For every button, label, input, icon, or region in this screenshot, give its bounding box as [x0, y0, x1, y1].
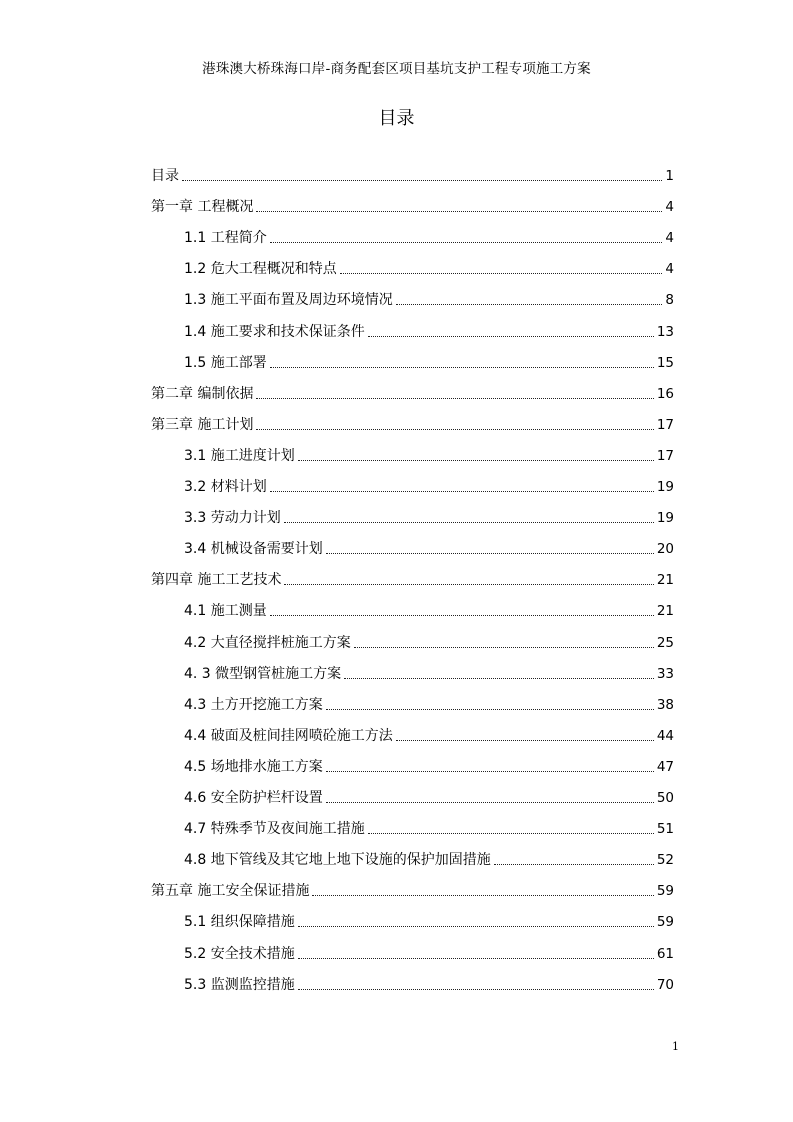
toc-dot-leader: [298, 925, 654, 927]
toc-dot-leader: [344, 677, 654, 679]
toc-entry[interactable]: [184, 693, 674, 715]
toc-entry[interactable]: [184, 786, 674, 808]
toc-entry[interactable]: [184, 662, 674, 684]
toc-dot-leader: [182, 179, 662, 181]
toc-entry[interactable]: [151, 195, 674, 217]
toc-dot-leader: [312, 894, 653, 896]
toc-entry-page-number: 15: [656, 354, 674, 371]
toc-dot-leader: [326, 801, 654, 803]
toc-entry-page-number: 33: [656, 665, 674, 682]
toc-dot-leader: [326, 770, 654, 772]
toc-entry-label: 4.4 破面及桩间挂网喷砼施工方法: [184, 727, 393, 744]
toc-entry-label: 4.7 特殊季节及夜间施工措施: [184, 821, 365, 838]
toc-entry-page-number: 59: [656, 914, 674, 931]
toc-entry-page-number: 52: [656, 852, 674, 869]
toc-entry-page-number: 21: [656, 572, 674, 589]
toc-entry-page-number: 4: [665, 230, 674, 247]
toc-dot-leader: [270, 614, 654, 616]
toc-entry-label: 第五章 施工安全保证措施: [151, 883, 310, 900]
toc-dot-leader: [298, 988, 654, 990]
footer-page-number: 1: [672, 1040, 679, 1053]
toc-entry-label: 4.6 安全防护栏杆设置: [184, 790, 323, 806]
toc-entry-label: 4.8 地下管线及其它地上地下设施的保护加固措施: [184, 852, 491, 869]
toc-entry[interactable]: [184, 817, 674, 839]
toc-dot-leader: [368, 832, 654, 834]
toc-entry[interactable]: [184, 257, 674, 279]
toc-entry-page-number: 19: [656, 479, 674, 495]
toc-entry-page-number: 8: [665, 292, 674, 309]
toc-entry[interactable]: [184, 599, 674, 621]
toc-entry[interactable]: [151, 164, 674, 186]
toc-entry-label: 4. 3 微型钢管桩施工方案: [184, 665, 342, 682]
toc-entry-label: 3.1 施工进度计划: [184, 447, 295, 464]
toc-entry-label: 第四章 施工工艺技术: [151, 572, 282, 589]
toc-entry-page-number: 70: [656, 976, 674, 993]
toc-entry-page-number: 51: [656, 821, 674, 838]
toc-dot-leader: [298, 459, 654, 461]
toc-entry-label: 4.5 场地排水施工方案: [184, 758, 323, 775]
toc-entry-page-number: 38: [656, 696, 674, 713]
toc-entry-page-number: 4: [665, 261, 674, 278]
toc-entry-label: 3.4 机械设备需要计划: [184, 541, 323, 558]
toc-dot-leader: [284, 521, 654, 523]
toc-dot-leader: [256, 210, 662, 212]
toc-entry-label: 第三章 施工计划: [151, 416, 254, 433]
toc-entry-label: 1.1 工程简介: [184, 230, 267, 247]
toc-entry-page-number: 17: [656, 416, 674, 433]
toc-entry[interactable]: [184, 631, 674, 653]
toc-entry-page-number: 17: [656, 447, 674, 464]
toc-entry-label: 1.3 施工平面布置及周边环境情况: [184, 292, 393, 309]
toc-entry[interactable]: [184, 910, 674, 932]
toc-dot-leader: [256, 428, 653, 430]
toc-entry-label: 第一章 工程概况: [151, 199, 254, 216]
toc-entry-page-number: 25: [656, 634, 674, 651]
toc-dot-leader: [270, 241, 663, 243]
toc-entry[interactable]: [184, 444, 674, 466]
toc-dot-leader: [284, 583, 653, 585]
toc-entry[interactable]: [184, 973, 674, 995]
toc-dot-leader: [396, 303, 663, 305]
toc-dot-leader: [326, 552, 654, 554]
toc-entry-page-number: 19: [656, 510, 674, 527]
toc-entry-page-number: 4: [665, 199, 674, 216]
toc-entry[interactable]: [184, 755, 674, 777]
toc-dot-leader: [368, 335, 654, 337]
toc-dot-leader: [256, 397, 653, 399]
document-header: 港珠澳大桥珠海口岸-商务配套区项目基坑支护工程专项施工方案: [202, 61, 591, 77]
toc-entry-page-number: 47: [656, 758, 674, 775]
toc-entry-page-number: 21: [656, 603, 674, 620]
toc-entry[interactable]: [151, 568, 674, 590]
toc-entry-page-number: 50: [656, 790, 674, 806]
toc-entry-label: 1.5 施工部署: [184, 354, 267, 371]
toc-entry-page-number: 16: [656, 385, 674, 402]
toc-dot-leader: [396, 739, 654, 741]
toc-entry-label: 4.1 施工测量: [184, 603, 267, 620]
toc-entry[interactable]: [151, 879, 674, 901]
toc-entry[interactable]: [151, 413, 674, 435]
toc-entry[interactable]: [184, 475, 674, 497]
toc-dot-leader: [340, 272, 663, 274]
toc-entry[interactable]: [184, 226, 674, 248]
toc-entry-label: 3.3 劳动力计划: [184, 510, 281, 527]
toc-entry[interactable]: [184, 848, 674, 870]
toc-entry-label: 目录: [151, 168, 179, 184]
toc-dot-leader: [326, 708, 654, 710]
toc-entry-page-number: 44: [656, 727, 674, 744]
toc-entry-label: 5.3 监测监控措施: [184, 976, 295, 993]
toc-entry-label: 5.2 安全技术措施: [184, 945, 295, 962]
toc-entry[interactable]: [184, 506, 674, 528]
toc-entry[interactable]: [184, 724, 674, 746]
toc-dot-leader: [354, 646, 654, 648]
toc-entry-page-number: 13: [656, 323, 674, 340]
toc-entry[interactable]: [184, 351, 674, 373]
toc-entry-page-number: 59: [656, 883, 674, 900]
toc-dot-leader: [270, 366, 654, 368]
toc-dot-leader: [270, 490, 654, 492]
toc-entry[interactable]: [184, 537, 674, 559]
page-title: 目录: [378, 108, 415, 129]
toc-entry-label: 1.4 施工要求和技术保证条件: [184, 323, 365, 340]
toc-entry-page-number: 20: [656, 541, 674, 558]
toc-dot-leader: [298, 957, 654, 959]
toc-entry-label: 3.2 材料计划: [184, 479, 267, 495]
toc-entry-label: 4.3 土方开挖施工方案: [184, 696, 323, 713]
toc-entry-page-number: 1: [665, 168, 674, 184]
toc-entry[interactable]: [184, 942, 674, 964]
toc-entry[interactable]: [151, 382, 674, 404]
toc-entry-label: 4.2 大直径搅拌桩施工方案: [184, 634, 351, 651]
toc-entry-page-number: 61: [656, 945, 674, 962]
toc-entry[interactable]: [184, 288, 674, 310]
toc-dot-leader: [494, 863, 654, 865]
toc-entry[interactable]: [184, 320, 674, 342]
toc-entry-label: 第二章 编制依据: [151, 385, 254, 402]
toc-entry-label: 5.1 组织保障措施: [184, 914, 295, 931]
toc-entry-label: 1.2 危大工程概况和特点: [184, 261, 337, 278]
